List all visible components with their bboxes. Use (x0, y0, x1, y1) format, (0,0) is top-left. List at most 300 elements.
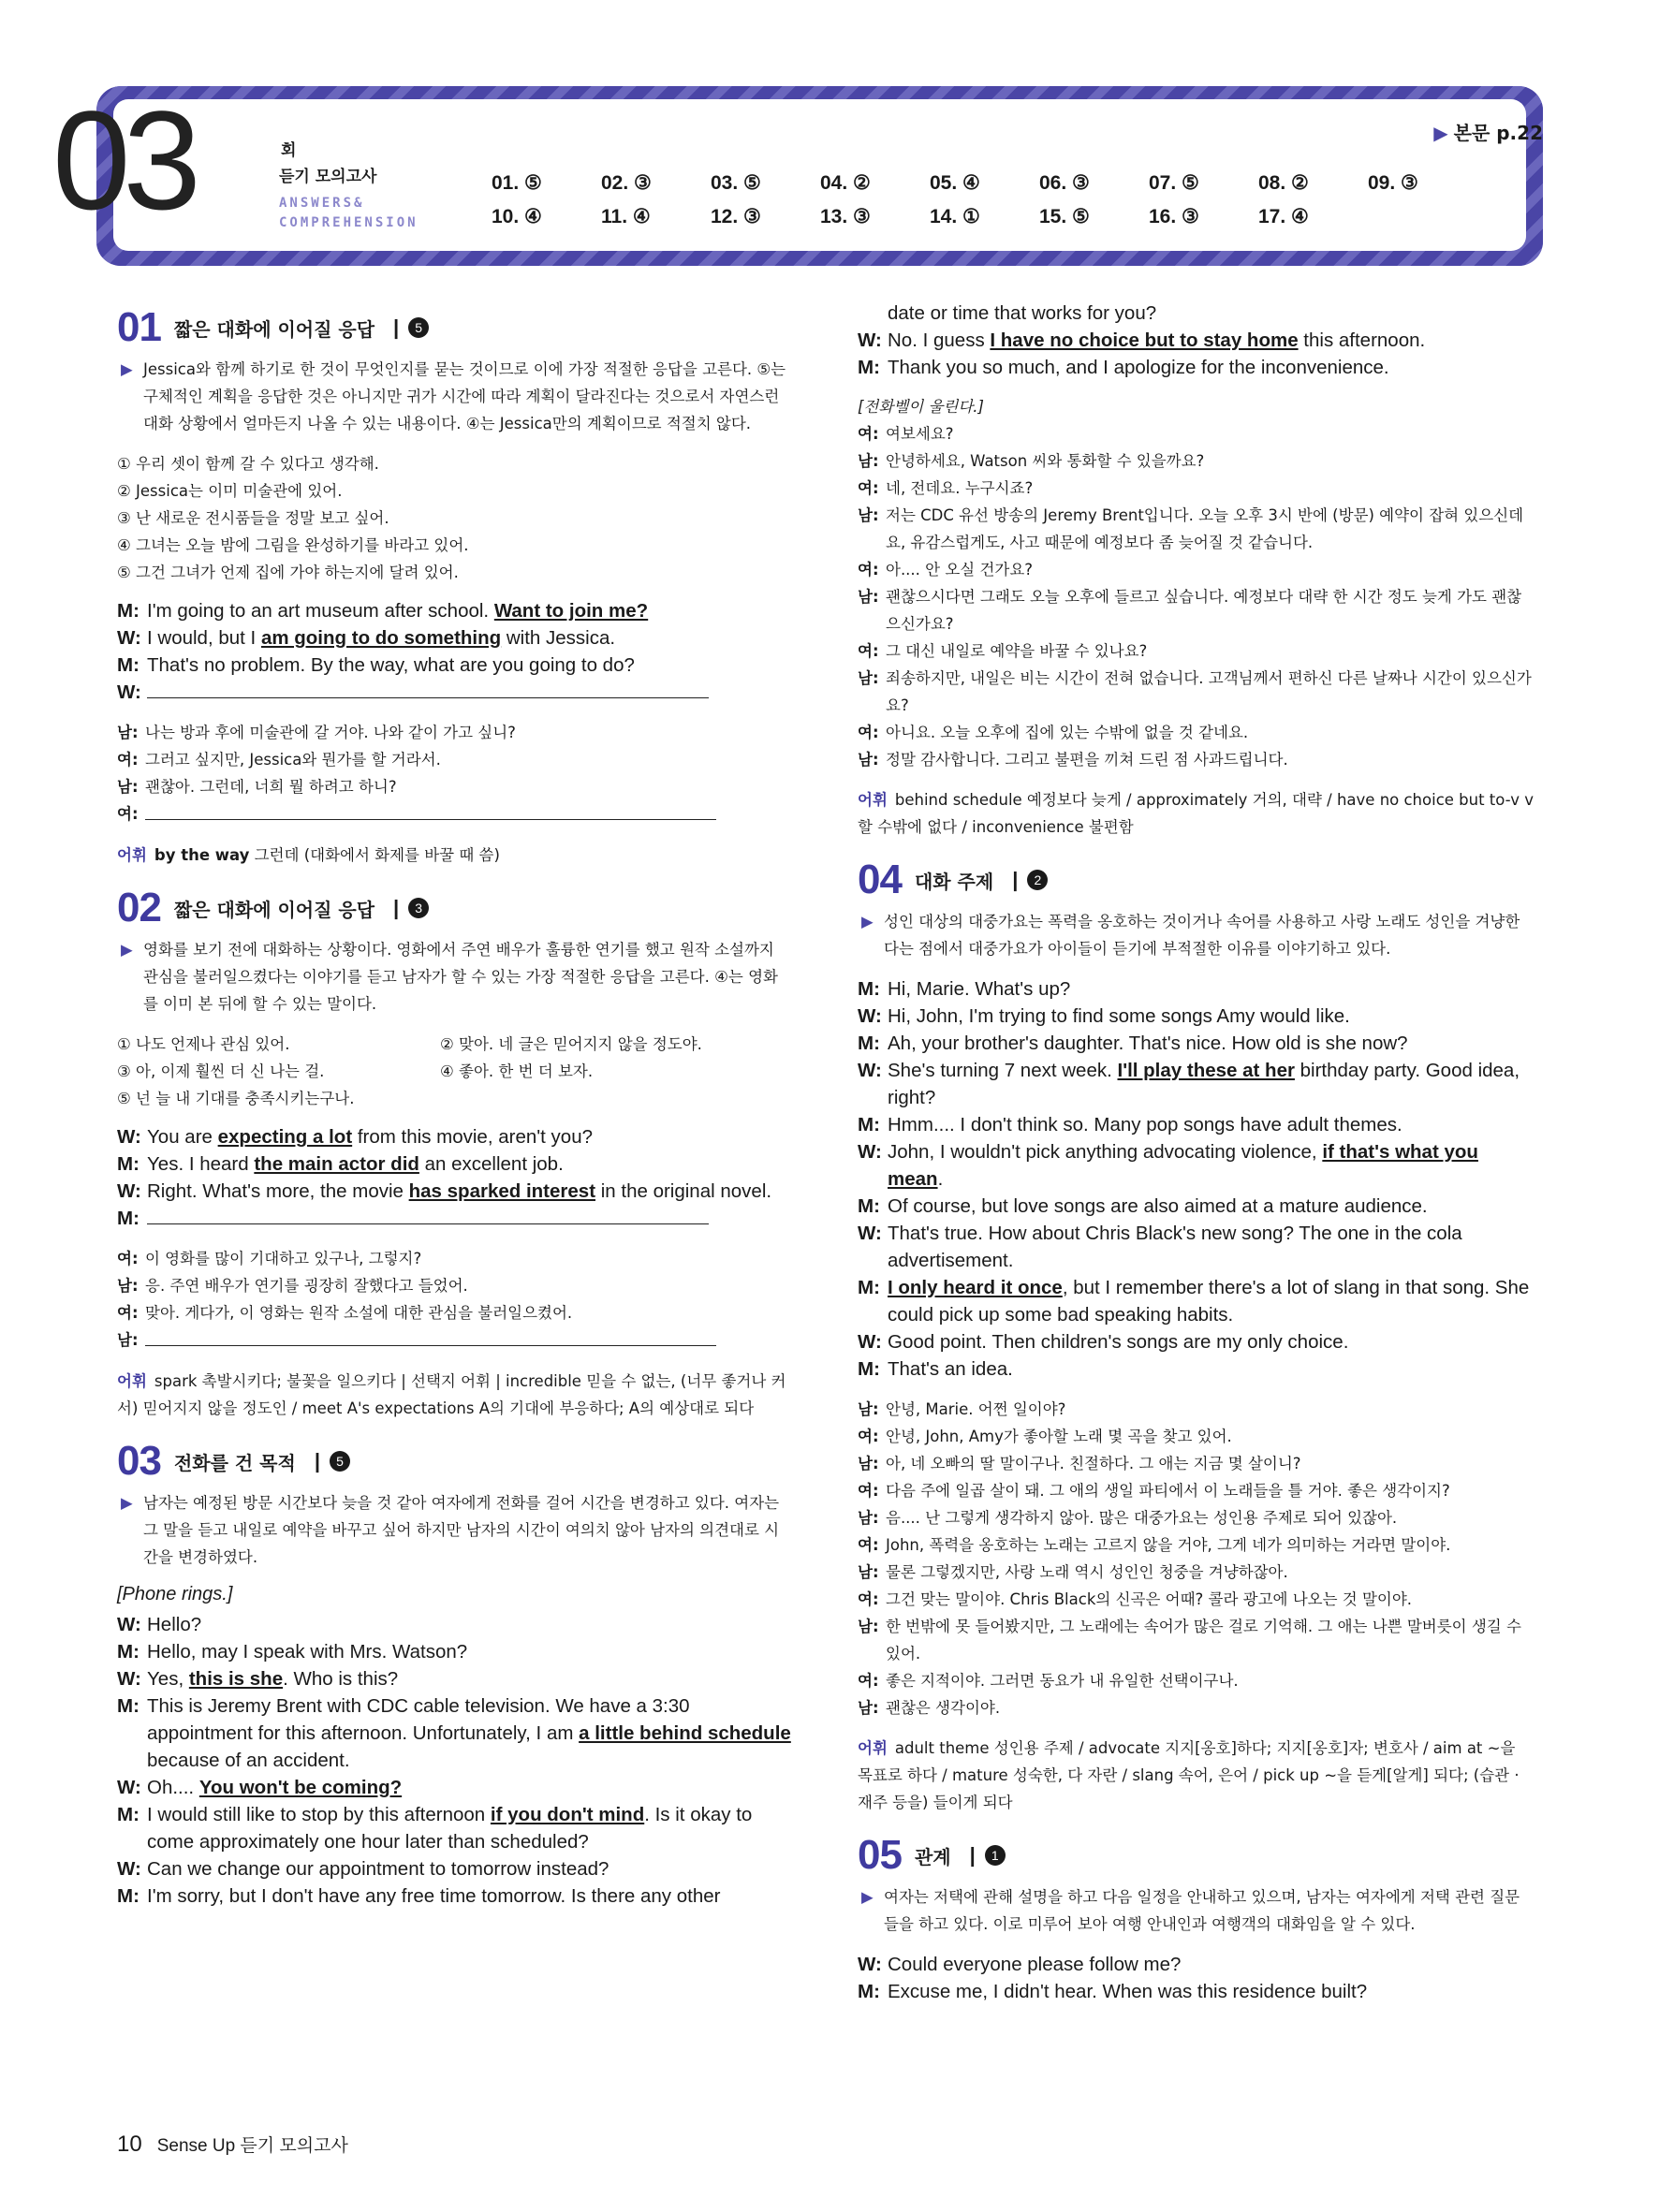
speaker-label: 남: (858, 588, 879, 606)
line-text: Could everyone please follow me? (888, 1954, 1182, 1975)
line-text: 저는 CDC 유선 방송의 Jeremy Brent입니다. 오늘 오후 3시 반에 (방문) 예약이 잡혀 있으신데요, 유감스럽게도, 사고 때문에 예정보다 좀 늦어질 것 같습니다. (886, 506, 1524, 551)
dialogue-line (117, 1665, 791, 1692)
answer-blank (147, 679, 709, 698)
dialogue-line (858, 354, 1534, 381)
dialogue-line (858, 1030, 1534, 1057)
section-04-vocab (858, 1735, 1534, 1816)
section-05-heading (858, 1831, 1534, 1880)
line-text: 아, 네 오빠의 딸 말이구나. 친절하다. 그 애는 지금 몇 살이니? (886, 1455, 1301, 1472)
dialogue-line (858, 1193, 1534, 1220)
line-text: Of course, but love songs are also aimed at a mature audience. (888, 1195, 1428, 1217)
answer-item: 10. ④ (492, 206, 542, 227)
answer-blank (147, 1205, 709, 1224)
line-text: Hmm.... I don't think so. Many pop songs have adult themes. (888, 1114, 1402, 1135)
line-text: 여보세요? (886, 425, 954, 443)
line-text: this afternoon. (1298, 330, 1426, 351)
underlined-phrase: I have no choice but to stay home (990, 330, 1299, 351)
underlined-phrase: if that's what you mean (888, 1141, 1478, 1190)
answer-item: 09. ③ (1368, 172, 1418, 194)
section-number: 04 (858, 857, 902, 902)
section-02-options (117, 1031, 791, 1112)
translation-line (858, 637, 1534, 665)
speaker-label: W: (858, 1954, 882, 1975)
translation-line (858, 746, 1534, 773)
line-text: because of an accident. (147, 1750, 350, 1771)
section-title: 대화 주제 (914, 870, 994, 893)
translation-line (858, 719, 1534, 746)
answer-circle-icon: 1 (985, 1845, 1006, 1866)
dialogue-line (117, 1855, 791, 1882)
speaker-label: 여: (858, 1672, 879, 1690)
answer-item: 08. ② (1258, 172, 1309, 194)
underlined-phrase: expecting a lot (217, 1126, 353, 1148)
line-text: Can we change our appointment to tomorrow instead? (147, 1858, 609, 1880)
translation-line (117, 1272, 791, 1299)
answer-item: 02. ③ (601, 172, 652, 194)
line-text: Thank you so much, and I apologize for the inconvenience. (888, 357, 1389, 378)
speaker-label: M: (117, 600, 140, 622)
line-text: in the original novel. (595, 1180, 772, 1202)
divider: | (393, 315, 400, 339)
dialogue-line (117, 1123, 791, 1150)
line-text: 아니요. 오늘 오후에 집에 있는 수밖에 없을 것 같네요. (886, 724, 1249, 741)
speaker-label: M: (117, 1153, 140, 1175)
dialogue-line (858, 1951, 1534, 1978)
speaker-label: W: (858, 1005, 882, 1027)
explanation-text: 영화를 보기 전에 대화하는 상황이다. 영화에서 주연 배우가 훌륭한 연기를 했고 원작 소설까지 관심을 불러일으켰다는 이야기를 듣고 남자가 할 수 있는 가장 적절한 응답을 고른다. ④는 영화를 이미 본 뒤에 할 수 있는 말이다. (143, 941, 778, 1013)
triangle-right-icon: ▶ (121, 360, 133, 378)
speaker-label: 남: (858, 1509, 879, 1527)
option-item: ⑤ 그건 그녀가 언제 집에 가야 하는지에 달려 있어. (117, 564, 459, 581)
vocab-text: behind schedule 예정보다 늦게 / approximately 거의, 대략 / have no choice but to-v v할 수밖에 없다 / inconvenience 불편함 (858, 791, 1534, 836)
answer-item: 12. ③ (711, 206, 761, 227)
dialogue-line (858, 1978, 1534, 2005)
line-text: from this movie, aren't you? (352, 1126, 594, 1148)
line-text: Hi, Marie. What's up? (888, 978, 1071, 1000)
speaker-label: M: (858, 1277, 880, 1298)
page-reference (1433, 118, 1543, 145)
speaker-label: M: (117, 1695, 140, 1717)
section-02-explanation (117, 936, 791, 1018)
section-02-vocab (117, 1368, 791, 1422)
speaker-label: W: (858, 1060, 882, 1081)
dialogue-line (117, 652, 791, 679)
test-hoe-label: 회 (281, 141, 297, 160)
translation-line (117, 800, 791, 828)
section-02-heading (117, 884, 791, 932)
section-01-heading (117, 303, 791, 352)
section-02-dialogue (117, 1123, 791, 1232)
line-text: , but I remember there's a lot of slang in that song. She could pick up some bad speaking habits. (888, 1277, 1530, 1326)
option-item: ④ 그녀는 오늘 밤에 그림을 완성하기를 바라고 있어. (117, 536, 469, 554)
line-text: That's no problem. By the way, what are you going to do? (147, 654, 635, 676)
dialogue-line (858, 1111, 1534, 1138)
option-item: ④ 좋아. 한 번 더 보자. (440, 1062, 594, 1080)
section-01-options (117, 450, 791, 586)
answer-blank (145, 800, 716, 820)
speaker-label: 여: (117, 1250, 139, 1267)
line-text: 죄송하지만, 내일은 비는 시간이 전혀 없습니다. 고객님께서 편하신 다른 날짜나 시간이 있으신가요? (886, 669, 1532, 714)
answer-circle-icon: 5 (330, 1451, 350, 1472)
dialogue-line (117, 679, 791, 706)
translation-line (117, 719, 791, 746)
section-04-explanation (858, 908, 1534, 962)
line-text: Yes, (147, 1668, 189, 1690)
section-title: 전화를 건 목적 (173, 1451, 296, 1474)
line-text: 괜찮으시다면 그래도 오늘 오후에 들르고 싶습니다. 예정보다 대략 한 시간 정도 늦게 가도 괜찮으신가요? (886, 588, 1522, 633)
section-03-vocab (858, 786, 1534, 841)
line-text: with Jessica. (501, 627, 616, 649)
speaker-label: M: (858, 1114, 880, 1135)
section-title: 짧은 대화에 이어질 응답 (173, 898, 375, 921)
speaker-label: 여: (858, 724, 879, 741)
underlined-phrase: the main actor did (254, 1153, 419, 1175)
speaker-label: W: (858, 330, 882, 351)
line-text: . Is it okay to come approximately one hour later than scheduled? (147, 1804, 753, 1853)
line-text: 이 영화를 많이 기대하고 있구나, 그렇지? (145, 1250, 422, 1267)
translation-line (117, 746, 791, 773)
triangle-right-icon: ▶ (861, 1888, 874, 1906)
underlined-phrase: I only heard it once (888, 1277, 1063, 1298)
speaker-label: M: (858, 1358, 880, 1380)
underlined-phrase: if you don't mind (490, 1804, 645, 1825)
answer-item: 03. ⑤ (711, 172, 761, 194)
speaker-label: 여: (858, 479, 879, 497)
answer-item: 05. ④ (930, 172, 980, 194)
dialogue-line (858, 1274, 1534, 1328)
vocab-text: 그런데 (대화에서 화제를 바꿀 때 씀) (249, 846, 500, 864)
option-item: ① 우리 셋이 함께 갈 수 있다고 생각해. (117, 455, 379, 473)
line-text: 괜찮아. 그런데, 너희 뭘 하려고 하니? (145, 778, 397, 796)
translation-line (858, 1586, 1534, 1613)
vocab-text: spark 촉발시키다; 불꽃을 일으키다 | 선택지 어휘 | incredible 믿을 수 없는, (너무 좋거나 커서) 믿어지지 않을 정도인 / meet A's expectations A의 기대에 부응하다; A의 예상대로 되다 (117, 1372, 786, 1417)
speaker-label: W: (117, 1126, 141, 1148)
comprehension-word: COMPREHENSION (279, 215, 418, 230)
dialogue-line (117, 1638, 791, 1665)
speaker-label: W: (117, 627, 141, 649)
answer-blank (145, 1326, 716, 1346)
answers-comprehension-label (279, 194, 418, 233)
translation-line (858, 447, 1534, 475)
speaker-label: 남: (858, 751, 879, 769)
line-text: date or time that works for you? (888, 302, 1157, 324)
translation-line (858, 1667, 1534, 1694)
translation-line (858, 556, 1534, 583)
dialogue-line (117, 624, 791, 652)
speaker-label: W: (858, 1141, 882, 1163)
line-text: 그 대신 내일로 예약을 바꿀 수 있나요? (886, 642, 1148, 660)
explanation-text: 남자는 예정된 방문 시간보다 늦을 것 같아 여자에게 전화를 걸어 시간을 변경하고 있다. 여자는 그 말을 듣고 내일로 예약을 바꾸고 싶어 하지만 남자의 시간이 여의치 않아 남자의 의견대로 시간을 변경하였다. (143, 1494, 780, 1566)
line-text: Hi, John, I'm trying to find some songs Amy would like. (888, 1005, 1350, 1027)
line-text: No. I guess (888, 330, 991, 351)
option-item: ⑤ 넌 늘 내 기대를 충족시키는구나. (117, 1090, 355, 1107)
speaker-label: M: (858, 1981, 880, 2002)
triangle-right-icon: ▶ (121, 1494, 133, 1512)
vocab-label: 어휘 (117, 1372, 147, 1390)
underlined-phrase: has sparked interest (408, 1180, 596, 1202)
translation-line (858, 475, 1534, 502)
line-text: That's an idea. (888, 1358, 1013, 1380)
answer-item: 14. ① (930, 206, 980, 227)
line-text: Hello? (147, 1614, 202, 1635)
section-number: 02 (117, 885, 161, 930)
speaker-label: 남: (858, 1699, 879, 1717)
dialogue-line (117, 1611, 791, 1638)
speaker-label: M: (858, 1033, 880, 1054)
speaker-label: 여: (858, 1590, 879, 1608)
translation-line (858, 420, 1534, 447)
section-01-dialogue (117, 597, 791, 706)
speaker-label: M: (117, 1804, 140, 1825)
explanation-text: Jessica와 함께 하기로 한 것이 무엇인지를 묻는 것이므로 이에 가장 적절한 응답을 고른다. ⑤는 구체적인 계획을 응답한 것은 아니지만 귀가 시간에 따라 계획이 달라진다는 것으로서 자연스런 대화 상황에서 얼마든지 나올 수 있는 내용이다. ④는 Jessica만의 계획이므로 적절치 않다. (143, 360, 786, 432)
speaker-label: 남: (858, 506, 879, 524)
right-column (858, 300, 1534, 2018)
speaker-label: 남: (858, 1455, 879, 1472)
speaker-label: 여: (858, 561, 879, 579)
speaker-label: 남: (858, 1563, 879, 1581)
dialogue-line (858, 1138, 1534, 1193)
translation-line (858, 1423, 1534, 1450)
answer-item: 13. ③ (820, 206, 871, 227)
dialogue-line (117, 1692, 791, 1774)
answer-circle-icon: 2 (1027, 870, 1048, 890)
triangle-right-icon: ▶ (121, 941, 133, 959)
translation-line (117, 1326, 791, 1355)
page-reference-text: 본문 p.22 (1453, 122, 1543, 144)
vocab-text: adult theme 성인용 주제 / advocate 지지[옹호]하다; 지지[옹호]자; 변호사 / aim at ~을 목표로 하다 / mature 성숙한, 다 자란 / slang 속어, 은어 / pick up ~을 듣게[알게] 되다; (습관 · 재주 등을) 들이게 되다 (858, 1739, 1520, 1811)
divider: | (969, 1843, 976, 1867)
line-text: She's turning 7 next week. (888, 1060, 1118, 1081)
line-text: 음.... 난 그렇게 생각하지 않아. 많은 대중가요는 성인용 주제로 되어 있잖아. (886, 1509, 1398, 1527)
option-item: ② 맞아. 네 글은 믿어지지 않을 정도야. (440, 1035, 702, 1053)
speaker-label: W: (117, 1777, 141, 1798)
speaker-label: M: (858, 978, 880, 1000)
translation-line (858, 1694, 1534, 1721)
dialogue-line (117, 1178, 791, 1205)
line-text: . Who is this? (283, 1668, 399, 1690)
dialogue-line (858, 1220, 1534, 1274)
translation-line (858, 1504, 1534, 1531)
section-05-explanation (858, 1883, 1534, 1938)
line-text: 안녕, Marie. 어쩐 일이야? (886, 1400, 1066, 1418)
section-01-vocab (117, 842, 791, 869)
speaker-label: W: (117, 1668, 141, 1690)
footer-text: Sense Up 듣기 모의고사 (156, 2136, 348, 2156)
dialogue-line (117, 1882, 791, 1910)
translation-line (858, 1477, 1534, 1504)
underlined-phrase: a little behind schedule (579, 1722, 791, 1744)
line-text: I'm going to an art museum after school. (147, 600, 494, 622)
line-text: Good point. Then children's songs are my only choice. (888, 1331, 1349, 1353)
answer-item: 11. ④ (601, 206, 651, 227)
speaker-label: M: (858, 357, 880, 378)
line-text: 아.... 안 오실 건가요? (886, 561, 1034, 579)
translation-line (858, 583, 1534, 637)
dialogue-line (117, 1774, 791, 1801)
speaker-label: 남: (117, 1331, 139, 1349)
triangle-right-icon: ▶ (861, 913, 874, 930)
speaker-label: 여: (858, 642, 879, 660)
translation-line (858, 502, 1534, 556)
line-text: 그러고 싶지만, Jessica와 뭔가를 할 거라서. (145, 751, 441, 769)
line-text: an excellent job. (418, 1153, 564, 1175)
answer-circle-icon: 5 (408, 317, 429, 338)
answer-item: 17. ④ (1258, 206, 1309, 227)
answer-item: 07. ⑤ (1149, 172, 1199, 194)
divider: | (314, 1449, 320, 1472)
divider: | (1012, 868, 1019, 891)
dialogue-line (858, 327, 1534, 354)
speaker-label: M: (117, 1641, 140, 1663)
section-03-dialogue (117, 1611, 791, 1910)
left-column (117, 298, 791, 1923)
section-03-translation (858, 420, 1534, 773)
divider: | (393, 896, 400, 919)
speaker-label: 여: (117, 1304, 139, 1322)
translation-line (117, 1299, 791, 1326)
section-02-translation (117, 1245, 791, 1355)
series-title: 듣기 모의고사 (279, 168, 377, 186)
speaker-label: M: (117, 1208, 140, 1229)
speaker-label: W: (858, 1223, 882, 1244)
speaker-label: 남: (117, 778, 139, 796)
section-01-translation (117, 719, 791, 828)
speaker-label: W: (117, 1180, 141, 1202)
line-text: 안녕, John, Amy가 좋아할 노래 몇 곡을 찾고 있어. (886, 1428, 1232, 1445)
dialogue-line (117, 1150, 791, 1178)
speaker-label: W: (117, 1614, 141, 1635)
dialogue-line (858, 975, 1534, 1003)
dialogue-line (858, 1057, 1534, 1111)
vocab-label: 어휘 (117, 846, 147, 864)
line-text: This is Jeremy Brent with CDC cable television. We have a 3:30 appointment for this afternoon. Unfortunately, I am (147, 1695, 690, 1744)
dialogue-line (117, 597, 791, 624)
speaker-label: W: (117, 681, 141, 703)
underlined-phrase: You won't be coming? (198, 1777, 403, 1798)
page-number: 10 (117, 2131, 142, 2157)
underlined-phrase: am going to do something (260, 627, 502, 649)
stage-direction: [Phone rings.] (117, 1584, 233, 1604)
underlined-phrase: this is she (188, 1668, 284, 1690)
test-number: 03 (52, 81, 194, 239)
speaker-label: 남: (858, 452, 879, 470)
vocab-label: 어휘 (858, 1739, 888, 1757)
speaker-label: 여: (858, 1428, 879, 1445)
answer-item: 06. ③ (1039, 172, 1090, 194)
line-text: You are (147, 1126, 218, 1148)
line-text: 나는 방과 후에 미술관에 갈 거야. 나와 같이 가고 싶니? (145, 724, 516, 741)
speaker-label: 여: (858, 1482, 879, 1500)
triangle-right-icon: ▶ (1433, 122, 1448, 144)
dialogue-line (858, 1328, 1534, 1355)
line-text: 물론 그렇겠지만, 사랑 노래 역시 성인인 청중을 겨냥하잖아. (886, 1563, 1288, 1581)
speaker-label: M: (117, 1885, 140, 1907)
line-text: 다음 주에 일곱 살이 돼. 그 애의 생일 파티에서 이 노래들을 틀 거야. 좋은 생각이지? (886, 1482, 1450, 1500)
section-title: 짧은 대화에 이어질 응답 (173, 317, 375, 341)
speaker-label: 여: (117, 751, 139, 769)
section-03-dialogue-continued (858, 300, 1534, 381)
speaker-label: 여: (117, 805, 139, 823)
speaker-label: M: (858, 1195, 880, 1217)
explanation-text: 여자는 저택에 관해 설명을 하고 다음 일정을 안내하고 있으며, 남자는 여자에게 저택 관련 질문들을 하고 있다. 이로 미루어 보아 여행 안내인과 여행객의 대화임을 알 수 있다. (884, 1888, 1520, 1933)
section-04-translation (858, 1396, 1534, 1721)
option-item: ③ 아, 이제 훨씬 더 신 나는 걸. (117, 1062, 325, 1080)
section-01-explanation (117, 356, 791, 437)
dialogue-line (117, 1205, 791, 1232)
answers-word: ANSWERS& (279, 196, 365, 211)
answer-item: 04. ② (820, 172, 871, 194)
section-number: 03 (117, 1438, 161, 1484)
line-text: John, 폭력을 옹호하는 노래는 고르지 않을 거야, 그게 네가 의미하는 거라면 말이야. (886, 1536, 1451, 1554)
option-item: ① 나도 언제나 관심 있어. (117, 1035, 290, 1053)
line-text: 맞아. 게다가, 이 영화는 원작 소설에 대한 관심을 불러일으켰어. (145, 1304, 573, 1322)
stage-direction-translation: [전화벨이 울린다.] (858, 398, 984, 416)
underlined-phrase: I'll play these at her (1117, 1060, 1295, 1081)
line-text: Oh.... (147, 1777, 199, 1798)
line-text: That's true. How about Chris Black's new song? The one in the cola advertisement. (888, 1223, 1462, 1271)
vocab-label: 어휘 (858, 791, 888, 809)
translation-line (858, 1531, 1534, 1559)
translation-line (117, 773, 791, 800)
section-04-dialogue (858, 975, 1534, 1383)
line-text: birthday party. Good idea, right? (888, 1060, 1520, 1108)
speaker-label: 남: (858, 1400, 879, 1418)
explanation-text: 성인 대상의 대중가요는 폭력을 옹호하는 것이거나 속어를 사용하고 사랑 노래도 성인을 겨냥한다는 점에서 대중가요가 아이들이 듣기에 부적절한 이유를 이야기하고 있다. (884, 913, 1520, 958)
line-text: Yes. I heard (147, 1153, 255, 1175)
section-03-heading (117, 1437, 791, 1486)
section-number: 01 (117, 304, 161, 350)
line-text: 응. 주연 배우가 연기를 굉장히 잘했다고 들었어. (145, 1277, 468, 1295)
line-text: 좋은 지적이야. 그러면 동요가 내 유일한 선택이구나. (886, 1672, 1239, 1690)
section-03-explanation (117, 1489, 791, 1571)
line-text: 네, 전데요. 누구시죠? (886, 479, 1034, 497)
speaker-label: 남: (117, 1277, 139, 1295)
answer-circle-icon: 3 (408, 898, 429, 918)
translation-line (117, 1245, 791, 1272)
line-text: Hello, may I speak with Mrs. Watson? (147, 1641, 468, 1663)
dialogue-line (858, 300, 1534, 327)
dialogue-line (117, 1801, 791, 1855)
answer-item: 16. ③ (1149, 206, 1199, 227)
line-text: I would, but I (147, 627, 261, 649)
line-text: John, I wouldn't pick anything advocating violence, (888, 1141, 1323, 1163)
speaker-label: 여: (858, 1536, 879, 1554)
line-text: 정말 감사합니다. 그리고 불편을 끼쳐 드린 점 사과드립니다. (886, 751, 1288, 769)
option-item: ③ 난 새로운 전시품들을 정말 보고 싶어. (117, 509, 389, 527)
dialogue-line (858, 1003, 1534, 1030)
translation-line (858, 1396, 1534, 1423)
line-text: Ah, your brother's daughter. That's nice. How old is she now? (888, 1033, 1408, 1054)
line-text: Excuse me, I didn't hear. When was this residence built? (888, 1981, 1368, 2002)
translation-line (858, 665, 1534, 719)
line-text: 괜찮은 생각이야. (886, 1699, 1001, 1717)
section-number: 05 (858, 1832, 902, 1878)
dialogue-line (858, 1355, 1534, 1383)
speaker-label: 여: (858, 425, 879, 443)
section-04-heading (858, 856, 1534, 904)
speaker-label: 남: (117, 724, 139, 741)
speaker-label: W: (858, 1331, 882, 1353)
page-footer (117, 2131, 348, 2158)
translation-line (858, 1450, 1534, 1477)
line-text: 그건 맞는 말이야. Chris Black의 신곡은 어때? 콜라 광고에 나오는 것 말이야. (886, 1590, 1413, 1608)
speaker-label: 남: (858, 1618, 879, 1635)
answer-item: 01. ⑤ (492, 172, 542, 194)
underlined-phrase: Want to join me? (493, 600, 649, 622)
line-text: 안녕하세요, Watson 씨와 통화할 수 있을까요? (886, 452, 1205, 470)
speaker-label: W: (117, 1858, 141, 1880)
line-text: Right. What's more, the movie (147, 1180, 409, 1202)
